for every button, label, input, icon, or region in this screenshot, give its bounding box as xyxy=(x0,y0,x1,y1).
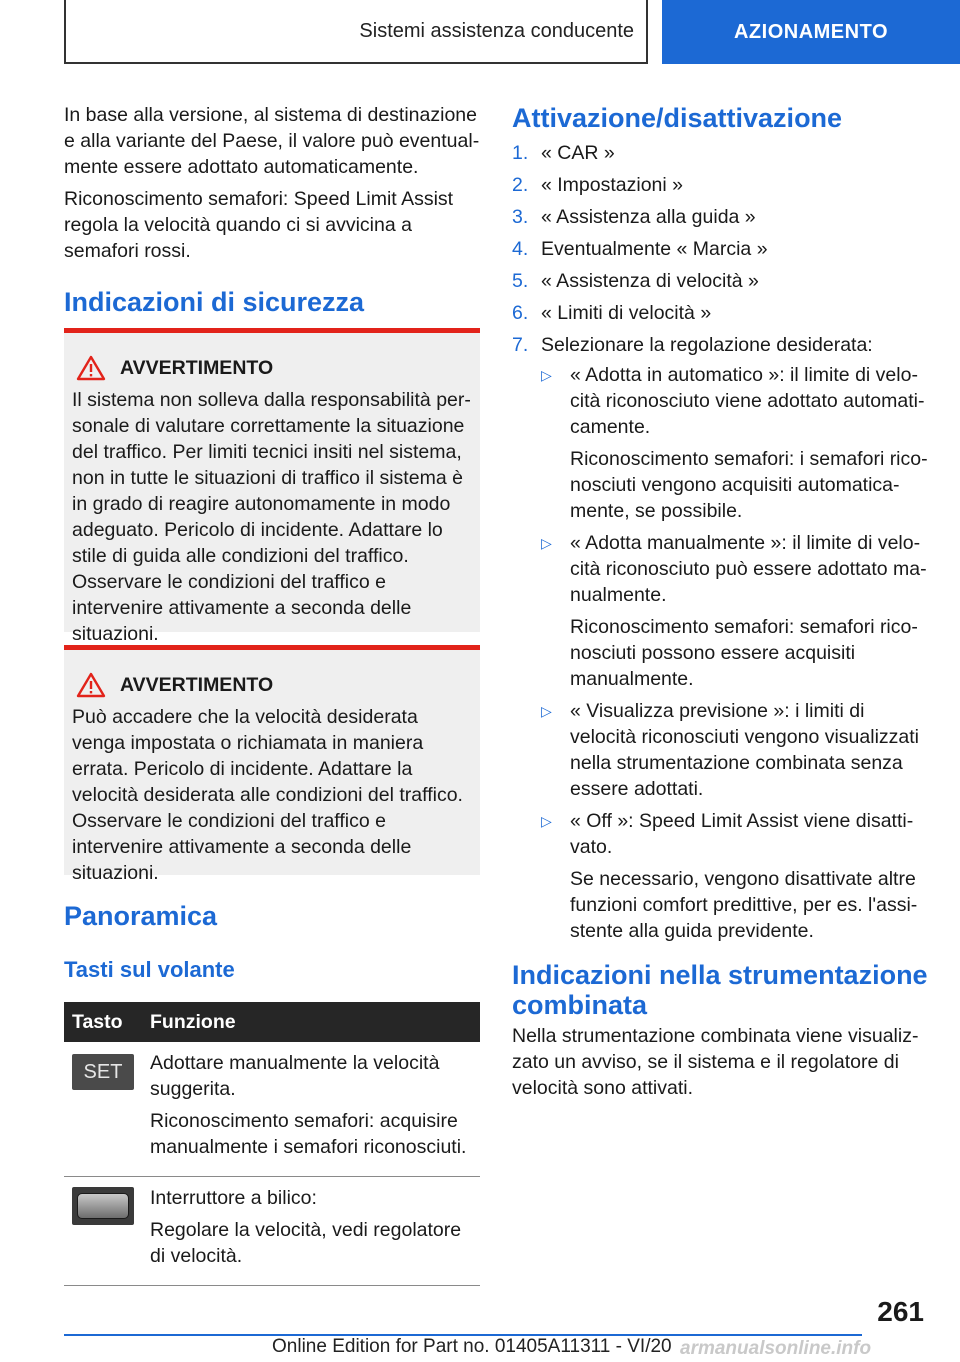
list-item xyxy=(512,140,928,166)
display-text: Nella strumentazione combinata viene visualizzato un avviso, se il sistema e il regolatore di velocità sono attivati. xyxy=(512,1025,919,1099)
warning-title xyxy=(72,353,472,383)
option-text: « Adotta in automatico »: il limite di velocità riconosciuto viene adottato automaticamente. xyxy=(570,364,925,438)
intro-text xyxy=(64,102,480,270)
step-number: 2. xyxy=(512,174,529,196)
overview-heading: Panoramica xyxy=(64,901,218,931)
option-text: « Off »: Speed Limit Assist viene disattivato. xyxy=(570,810,914,858)
table-header-function: Funzione xyxy=(142,1002,480,1042)
option-item xyxy=(541,698,928,802)
section-title xyxy=(64,0,648,64)
list-item xyxy=(512,332,928,944)
list-item xyxy=(512,300,928,326)
step-number: 6. xyxy=(512,302,529,324)
step-text: Selezionare la regolazione desiderata: xyxy=(541,334,873,356)
triangle-bullet-icon: ▷ xyxy=(541,813,552,829)
set-button-icon xyxy=(72,1054,134,1090)
edition-text: Online Edition for Part no. 01405A11311 - VI/20 xyxy=(272,1336,672,1357)
table-cell-key xyxy=(64,1042,142,1177)
warning-box xyxy=(64,328,480,645)
function-line: Adottare manualmente la velocità suggerita. xyxy=(150,1052,440,1100)
function-line: Interruttore a bilico: xyxy=(150,1187,317,1209)
step-number: 1. xyxy=(512,142,529,164)
display-heading: Indicazioni nella strumentazione combinata xyxy=(512,960,928,1020)
step-number: 5. xyxy=(512,270,529,292)
warning-text: Può accadere che la velocità desiderata venga impostata o richiamata in maniera errata. Pericolo di incidente. Adattare la velocità desiderata alle condizioni del traffico. Osservare le condizioni del traffico e intervenire attivamente a seconda delle situazioni. xyxy=(72,706,463,884)
table-cell-function xyxy=(142,1177,480,1286)
intro-paragraph: In base alla versione, al sistema di destinazione e alla variante del Paese, il valore può eventualmente essere adottato automaticamente. xyxy=(64,104,480,178)
triangle-bullet-icon: ▷ xyxy=(541,703,552,719)
step-text: « Limiti di velocità » xyxy=(541,302,712,324)
table-header-key: Tasto xyxy=(64,1002,142,1042)
step-text: « Assistenza alla guida » xyxy=(541,206,756,228)
function-line: Riconoscimento semafori: acquisire manualmente i semafori riconosciuti. xyxy=(150,1110,467,1158)
watermark: armanualsonline.info xyxy=(680,1338,872,1359)
step-text: Eventualmente « Marcia » xyxy=(541,238,768,260)
steering-keys-heading: Tasti sul volante xyxy=(64,957,235,982)
rocker-switch-icon xyxy=(72,1187,134,1225)
activation-heading: Attivazione/disattivazione xyxy=(512,103,843,133)
list-item xyxy=(512,204,928,230)
list-item xyxy=(512,236,928,262)
chapter-tab-label: AZIONAMENTO xyxy=(733,20,888,43)
function-line: Regolare la velocità, vedi regolatore di velocità. xyxy=(150,1219,462,1267)
option-list xyxy=(541,362,928,944)
chapter-tab[interactable] xyxy=(662,0,960,64)
option-item xyxy=(541,362,928,524)
step-number: 4. xyxy=(512,238,529,260)
step-text: « CAR » xyxy=(541,142,615,164)
triangle-bullet-icon: ▷ xyxy=(541,535,552,551)
table-row xyxy=(64,1042,480,1177)
warning-box xyxy=(64,645,480,884)
step-number: 7. xyxy=(512,334,529,356)
option-extra: Riconoscimento semafori: semafori riconosciuti possono essere acquisiti manualmente. xyxy=(570,616,918,690)
option-extra: Riconoscimento semafori: i semafori riconosciuti vengono acquisiti automaticamente, se possibile. xyxy=(570,448,928,522)
option-text: « Adotta manualmente »: il limite di velocità riconosciuto può essere adottato manualmente. xyxy=(570,532,927,606)
table-row xyxy=(64,1177,480,1286)
option-text: « Visualizza previsione »: i limiti di velocità riconosciuti vengono visualizzati nella strumentazione combinata senza essere adottati. xyxy=(570,700,920,800)
steering-keys-table xyxy=(64,1002,480,1286)
table-cell-function xyxy=(142,1042,480,1177)
set-button-label: SET xyxy=(83,1061,123,1083)
option-item xyxy=(541,530,928,692)
list-item xyxy=(512,268,928,294)
warning-text: Il sistema non solleva dalla responsabilità personale di valutare correttamente la situazione del traffico. Per limiti tecnici insiti nel sistema, non in tutte le situazioni di traffico il sistema è in grado di reagire autonomamente in modo adeguato. Pericolo di incidente. Adattare lo stile di guida alle condizioni del traffico. Osservare le condizioni del traffico e intervenire attivamente a seconda delle situazioni. xyxy=(72,389,471,645)
warning-triangle-icon xyxy=(76,672,106,698)
activation-steps xyxy=(512,140,928,950)
safety-heading: Indicazioni di sicurezza xyxy=(64,287,365,317)
warning-triangle-icon xyxy=(76,355,106,381)
table-cell-key xyxy=(64,1177,142,1286)
warning-title-text: AVVERTIMENTO xyxy=(120,357,274,379)
intro-paragraph: Riconoscimento semafori: Speed Limit Assist regola la velocità quando ci si avvicina a semafori rossi. xyxy=(64,188,454,262)
step-number: 3. xyxy=(512,206,529,228)
step-text: « Assistenza di velocità » xyxy=(541,270,759,292)
warning-title-text: AVVERTIMENTO xyxy=(120,674,274,696)
option-extra: Se necessario, vengono disattivate altre funzioni comfort predittive, per es. l'assistente alla guida previdente. xyxy=(570,868,918,942)
step-text: « Impostazioni » xyxy=(541,174,683,196)
section-title-text: Sistemi assistenza conducente xyxy=(359,19,634,42)
triangle-bullet-icon: ▷ xyxy=(541,367,552,383)
option-item xyxy=(541,808,928,944)
page-number: 261 xyxy=(877,1296,924,1327)
warning-title xyxy=(72,670,472,700)
list-item xyxy=(512,172,928,198)
